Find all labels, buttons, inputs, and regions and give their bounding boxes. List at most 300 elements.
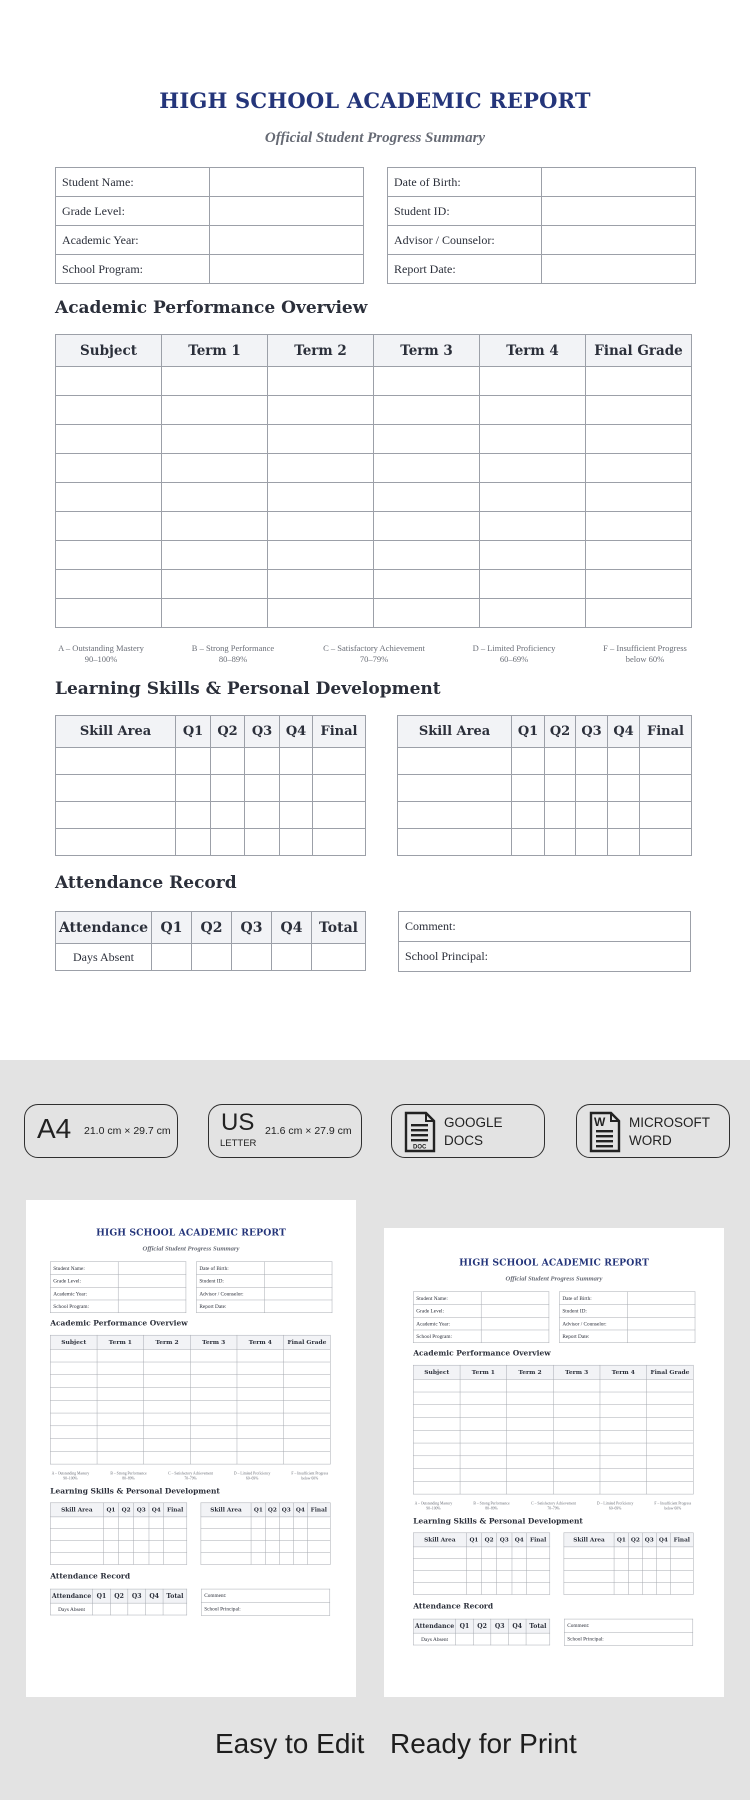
table-cell: [237, 1400, 284, 1413]
table-cell: [413, 1571, 466, 1583]
table-cell: [374, 541, 480, 570]
format-us-letter-badge: [208, 1104, 362, 1158]
table-cell: [640, 748, 692, 775]
skills-column-header: Q4: [512, 1533, 527, 1547]
table-cell: [103, 1541, 118, 1553]
skills-column-header: Q2: [629, 1533, 643, 1547]
table-cell: [211, 829, 245, 856]
table-cell: [640, 802, 692, 829]
performance-column-header: Term 4: [600, 1365, 647, 1379]
table-cell: [97, 1388, 144, 1401]
table-cell: [162, 454, 268, 483]
table-cell: [50, 1439, 97, 1452]
table-row: [50, 1553, 186, 1565]
svg-text:DOC: DOC: [413, 1144, 427, 1151]
table-cell: [176, 748, 211, 775]
info-label: Report Date:: [388, 255, 542, 284]
table-cell: [413, 1405, 460, 1418]
table-cell: [268, 570, 374, 599]
table-cell: [237, 1426, 284, 1439]
skills-column-header: Q3: [497, 1533, 512, 1547]
table-cell: [211, 802, 245, 829]
table-cell: [480, 599, 586, 628]
table-row: [201, 1553, 330, 1565]
table-cell: [279, 1553, 293, 1565]
attendance-heading: Attendance Record: [55, 873, 237, 893]
table-cell: [284, 1413, 331, 1426]
table-cell: [374, 454, 480, 483]
a4-size: 21.0 cm × 29.7 cm: [84, 1125, 171, 1137]
skills-table-right: [201, 1503, 331, 1565]
table-cell: [268, 541, 374, 570]
table-cell: [251, 1517, 266, 1529]
table-cell: [600, 1405, 647, 1418]
student-info-left-table: [413, 1291, 549, 1342]
table-cell: [526, 1633, 550, 1645]
attendance-column-header: Attendance: [56, 912, 152, 944]
google-docs-label-line2: DOCS: [444, 1133, 484, 1148]
table-row: [56, 425, 692, 454]
info-label: Advisor / Counselor:: [197, 1287, 265, 1300]
table-cell: [293, 1553, 307, 1565]
legend-grade: B – Strong Performance: [191, 643, 275, 653]
table-cell: [162, 512, 268, 541]
table-cell: [245, 748, 280, 775]
performance-column-header: Subject: [413, 1365, 460, 1379]
table-row: [413, 1405, 693, 1418]
table-cell: [237, 1439, 284, 1452]
info-label: Academic Year:: [50, 1287, 118, 1300]
tagline-ready-for-print: Ready for Print: [390, 1728, 577, 1759]
table-cell: [164, 1529, 187, 1541]
table-cell: [144, 1426, 191, 1439]
info-label: Date of Birth:: [197, 1262, 265, 1275]
attendance-column-header: Q3: [128, 1589, 146, 1603]
table-cell: [614, 1571, 629, 1583]
attendance-column-header: Q2: [192, 912, 232, 944]
info-row: [50, 1300, 186, 1313]
table-row: [413, 1418, 693, 1431]
table-cell: [670, 1547, 693, 1559]
skills-column-header: Q1: [251, 1503, 266, 1517]
table-cell: [266, 1553, 280, 1565]
table-cell: [600, 1443, 647, 1456]
table-cell: [163, 1603, 187, 1615]
info-value-cell: [118, 1262, 186, 1275]
skills-column-header: Q1: [614, 1533, 629, 1547]
table-cell: [119, 1529, 134, 1541]
table-cell: [642, 1547, 656, 1559]
table-row: [398, 748, 692, 775]
report-title: HIGH SCHOOL ACADEMIC REPORT: [159, 88, 591, 113]
attendance-column-header: Q4: [272, 912, 312, 944]
table-row: [56, 802, 366, 829]
table-cell: [279, 1541, 293, 1553]
comment-row: [399, 942, 691, 972]
info-value-cell: [542, 168, 696, 197]
table-cell: [553, 1379, 600, 1392]
table-cell: [237, 1388, 284, 1401]
table-cell: [508, 1633, 526, 1645]
performance-column-header: Term 1: [460, 1365, 507, 1379]
info-label: Grade Level:: [56, 197, 210, 226]
attendance-table: [413, 1619, 550, 1645]
table-cell: [313, 802, 366, 829]
info-value-cell: [264, 1287, 332, 1300]
days-absent-label: Days Absent: [413, 1633, 455, 1645]
table-cell: [527, 1547, 550, 1559]
table-cell: [670, 1571, 693, 1583]
table-cell: [398, 829, 512, 856]
legend-range: below 60%: [664, 1505, 682, 1511]
table-cell: [149, 1529, 164, 1541]
table-cell: [507, 1443, 554, 1456]
table-cell: [97, 1426, 144, 1439]
info-row: [388, 168, 696, 197]
performance-column-header: Final Grade: [284, 1335, 331, 1349]
legend-range: 60–69%: [499, 654, 529, 664]
table-cell: [374, 367, 480, 396]
table-cell: [50, 1388, 97, 1401]
table-row: [50, 1517, 186, 1529]
table-cell: [614, 1583, 629, 1595]
legend-range: 60–69%: [608, 1505, 622, 1511]
table-row: [56, 483, 692, 512]
skills-column-header: Q3: [134, 1503, 149, 1517]
table-cell: [608, 802, 640, 829]
info-value-cell: [542, 226, 696, 255]
table-cell: [284, 1451, 331, 1464]
table-cell: [280, 829, 313, 856]
skills-column-header: Q3: [245, 716, 280, 748]
table-cell: [460, 1456, 507, 1469]
table-cell: [553, 1430, 600, 1443]
table-row: [398, 802, 692, 829]
attendance-column-header: Q4: [508, 1619, 526, 1633]
svg-text:W: W: [594, 1115, 606, 1129]
table-cell: [374, 396, 480, 425]
table-cell: [164, 1541, 187, 1553]
table-cell: [480, 425, 586, 454]
info-row: [388, 197, 696, 226]
performance-column-header: Term 1: [162, 335, 268, 367]
table-cell: [629, 1571, 643, 1583]
skills-column-header: Skill Area: [413, 1533, 466, 1547]
skills-column-header: Skill Area: [564, 1533, 614, 1547]
attendance-table: [50, 1589, 187, 1615]
report-subtitle: Official Student Progress Summary: [264, 130, 486, 146]
skills-table-right: [564, 1533, 694, 1595]
google-docs-label-line1: GOOGLE: [444, 1115, 503, 1130]
table-cell: [466, 1583, 481, 1595]
table-cell: [480, 454, 586, 483]
table-cell: [608, 748, 640, 775]
table-cell: [268, 396, 374, 425]
comment-label: School Principal:: [201, 1602, 329, 1615]
table-cell: [586, 367, 692, 396]
table-cell: [97, 1362, 144, 1375]
table-cell: [313, 829, 366, 856]
attendance-column-header: Attendance: [50, 1589, 92, 1603]
table-cell: [553, 1456, 600, 1469]
table-cell: [144, 1439, 191, 1452]
report-subtitle: Official Student Progress Summary: [505, 1275, 603, 1283]
table-cell: [162, 599, 268, 628]
performance-column-header: Term 3: [190, 1335, 237, 1349]
table-cell: [56, 775, 176, 802]
table-cell: [512, 1547, 527, 1559]
table-cell: [97, 1375, 144, 1388]
legend-grade: C – Satisfactory Achievement: [168, 1470, 213, 1476]
table-cell: [497, 1571, 512, 1583]
table-cell: [460, 1481, 507, 1494]
table-row: [564, 1583, 693, 1595]
table-cell: [564, 1547, 614, 1559]
table-cell: [480, 483, 586, 512]
table-cell: [413, 1481, 460, 1494]
skills-column-header: Final: [307, 1503, 330, 1517]
performance-column-header: Term 2: [144, 1335, 191, 1349]
table-cell: [307, 1517, 330, 1529]
table-cell: [56, 570, 162, 599]
days-absent-label: Days Absent: [50, 1603, 92, 1615]
info-row: [56, 226, 364, 255]
info-row: [56, 197, 364, 226]
table-cell: [307, 1553, 330, 1565]
legend-grade: F – Insufficient Progress: [654, 1500, 692, 1506]
attendance-column-header: Q2: [473, 1619, 491, 1633]
info-label: School Program:: [413, 1330, 481, 1343]
table-cell: [134, 1541, 149, 1553]
table-cell: [460, 1430, 507, 1443]
info-value-cell: [481, 1292, 549, 1305]
table-row: [201, 1541, 330, 1553]
table-cell: [512, 775, 545, 802]
info-value-cell: [481, 1304, 549, 1317]
table-cell: [647, 1430, 694, 1443]
table-cell: [50, 1553, 103, 1565]
student-info-right-table: [559, 1291, 695, 1342]
table-row: [398, 829, 692, 856]
skills-heading: Learning Skills & Personal Development: [413, 1516, 583, 1526]
table-cell: [97, 1413, 144, 1426]
table-cell: [497, 1547, 512, 1559]
table-cell: [600, 1379, 647, 1392]
google-docs-icon: [404, 1111, 436, 1158]
legend-range: 70–79%: [359, 654, 389, 664]
table-cell: [600, 1456, 647, 1469]
info-value-cell: [210, 168, 364, 197]
table-cell: [413, 1547, 466, 1559]
info-label: Grade Level:: [413, 1304, 481, 1317]
table-cell: [600, 1392, 647, 1405]
table-cell: [237, 1375, 284, 1388]
info-value-cell: [118, 1287, 186, 1300]
comment-row: [399, 912, 691, 942]
table-cell: [284, 1349, 331, 1362]
skills-table-right: [397, 715, 692, 856]
legend-item: [523, 1501, 585, 1511]
legend-item: [642, 1501, 704, 1511]
legend-grade: C – Satisfactory Achievement: [531, 1500, 576, 1506]
table-cell: [251, 1553, 266, 1565]
table-cell: [97, 1349, 144, 1362]
table-cell: [245, 802, 280, 829]
table-row: [50, 1426, 330, 1439]
table-cell: [144, 1413, 191, 1426]
table-cell: [491, 1633, 509, 1645]
table-cell: [466, 1571, 481, 1583]
info-value-cell: [210, 197, 364, 226]
table-cell: [190, 1413, 237, 1426]
attendance-column-header: Total: [312, 912, 366, 944]
info-value-cell: [481, 1330, 549, 1343]
tagline-easy-to-edit: Easy to Edit: [215, 1728, 365, 1759]
info-row: [50, 1287, 186, 1300]
table-cell: [642, 1571, 656, 1583]
table-row: [50, 1413, 330, 1426]
table-cell: [640, 829, 692, 856]
skills-column-header: Q2: [545, 716, 576, 748]
performance-column-header: Term 4: [237, 1335, 284, 1349]
table-cell: [201, 1541, 251, 1553]
table-cell: [527, 1571, 550, 1583]
legend-item: [160, 1471, 222, 1481]
table-row: [201, 1517, 330, 1529]
table-cell: [600, 1469, 647, 1482]
legend-item: [98, 1471, 160, 1481]
table-cell: [144, 1349, 191, 1362]
table-cell: [545, 775, 576, 802]
comment-box: [564, 1619, 693, 1646]
skills-table-left: [50, 1503, 187, 1565]
table-cell: [629, 1583, 643, 1595]
info-row: [197, 1287, 333, 1300]
comment-label: Comment:: [564, 1619, 692, 1632]
table-row: [413, 1430, 693, 1443]
table-cell: [398, 775, 512, 802]
table-cell: [103, 1517, 118, 1529]
info-value-cell: [627, 1304, 695, 1317]
table-cell: [56, 802, 176, 829]
table-cell: [608, 829, 640, 856]
info-row: [560, 1292, 696, 1305]
table-cell: [576, 802, 608, 829]
table-cell: [162, 425, 268, 454]
table-cell: [482, 1547, 497, 1559]
table-cell: [211, 748, 245, 775]
table-row: [413, 1571, 549, 1583]
table-cell: [480, 541, 586, 570]
table-cell: [482, 1571, 497, 1583]
table-row: [413, 1469, 693, 1482]
table-cell: [553, 1469, 600, 1482]
report-document-preview: [26, 1200, 356, 1654]
performance-column-header: Term 2: [507, 1365, 554, 1379]
skills-column-header: Final: [670, 1533, 693, 1547]
legend-range: below 60%: [301, 1475, 319, 1481]
table-cell: [482, 1583, 497, 1595]
table-row: [56, 748, 366, 775]
info-label: Advisor / Counselor:: [388, 226, 542, 255]
table-row: [413, 1392, 693, 1405]
attendance-column-header: Q2: [110, 1589, 128, 1603]
table-cell: [398, 748, 512, 775]
info-row: [197, 1300, 333, 1313]
table-cell: [480, 570, 586, 599]
skills-column-header: Q2: [119, 1503, 134, 1517]
table-cell: [586, 396, 692, 425]
info-value-cell: [481, 1317, 549, 1330]
table-cell: [201, 1517, 251, 1529]
table-cell: [103, 1529, 118, 1541]
skills-column-header: Q4: [280, 716, 313, 748]
table-cell: [190, 1439, 237, 1452]
performance-heading: Academic Performance Overview: [50, 1319, 188, 1328]
info-label: Student ID:: [560, 1304, 628, 1317]
format-microsoft-word-badge: [576, 1104, 730, 1158]
table-cell: [614, 1559, 629, 1571]
table-cell: [110, 1603, 128, 1615]
table-cell: [312, 944, 366, 971]
table-cell: [642, 1559, 656, 1571]
table-cell: [56, 748, 176, 775]
skills-column-header: Q3: [279, 1503, 293, 1517]
table-row: [50, 1349, 330, 1362]
table-cell: [466, 1559, 481, 1571]
info-row: [388, 226, 696, 255]
table-row: [56, 599, 692, 628]
table-cell: [149, 1517, 164, 1529]
table-row: [413, 1547, 549, 1559]
comment-row: [564, 1632, 692, 1645]
table-cell: [512, 748, 545, 775]
table-cell: [192, 944, 232, 971]
performance-column-header: Term 3: [553, 1365, 600, 1379]
table-cell: [586, 512, 692, 541]
microsoft-word-label-line2: WORD: [629, 1133, 672, 1148]
legend-item: [304, 643, 444, 665]
info-label: Report Date:: [560, 1330, 628, 1343]
table-cell: [251, 1529, 266, 1541]
info-label: Student Name:: [56, 168, 210, 197]
table-row: [50, 1375, 330, 1388]
table-cell: [553, 1405, 600, 1418]
table-cell: [507, 1379, 554, 1392]
table-cell: [413, 1469, 460, 1482]
info-value-cell: [627, 1292, 695, 1305]
table-cell: [614, 1547, 629, 1559]
legend-item: [403, 1501, 465, 1511]
attendance-column-header: Q3: [491, 1619, 509, 1633]
legend-range: 90–100%: [84, 654, 118, 664]
table-cell: [553, 1392, 600, 1405]
table-cell: [119, 1517, 134, 1529]
table-cell: [50, 1451, 97, 1464]
skills-column-header: Skill Area: [50, 1503, 103, 1517]
table-cell: [647, 1379, 694, 1392]
table-cell: [237, 1413, 284, 1426]
table-row: [413, 1456, 693, 1469]
table-row: [56, 829, 366, 856]
microsoft-word-icon: [589, 1111, 621, 1158]
table-cell: [460, 1379, 507, 1392]
table-cell: [374, 512, 480, 541]
skills-column-header: Skill Area: [201, 1503, 251, 1517]
info-row: [560, 1317, 696, 1330]
table-cell: [512, 1583, 527, 1595]
table-row: [50, 1529, 186, 1541]
